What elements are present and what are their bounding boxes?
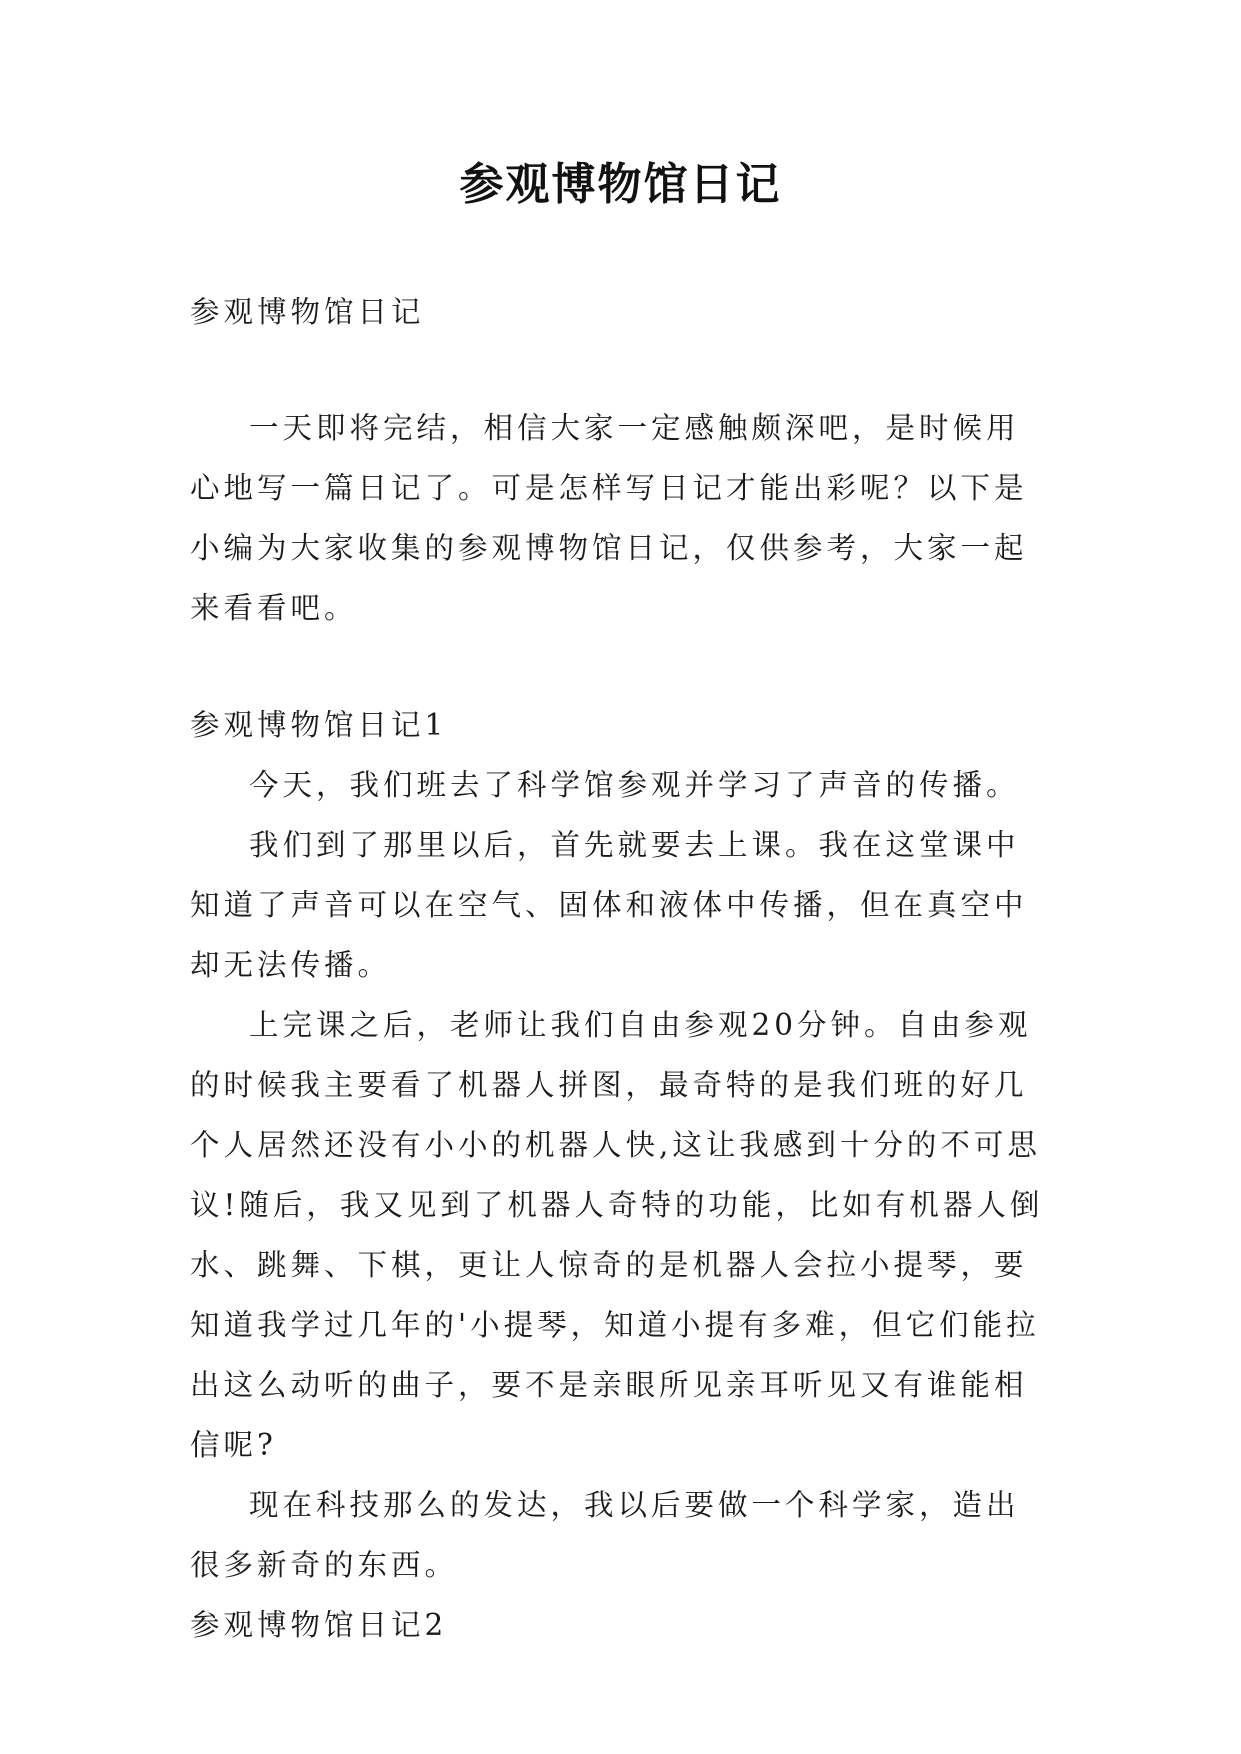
document-title: 参观博物馆日记 (459, 159, 782, 210)
section-heading-2: 参观博物馆日记2 (190, 1608, 448, 1642)
section1-paragraph: 今天，我们班去了科学馆参观并学习了声音的传播。 (249, 768, 1020, 802)
section1-paragraph: 现在科技那么的发达，我以后要做一个科学家，造出很多新奇的东西。 (190, 1488, 1020, 1582)
section-heading-1: 参观博物馆日记1 (190, 708, 448, 742)
document-subtitle: 参观博物馆日记 (190, 295, 425, 329)
intro-paragraph: 一天即将完结，相信大家一定感触颇深吧，是时候用心地写一篇日记了。可是怎样写日记才能出彩呢？以下是小编为大家收集的参观博物馆日记，仅供参考，大家一起来看看吧。 (190, 411, 1028, 625)
section1-paragraph: 我们到了那里以后，首先就要去上课。我在这堂课中知道了声音可以在空气、固体和液体中传播，但在真空中却无法传播。 (190, 828, 1028, 982)
document-body (190, 282, 1050, 1655)
section1-paragraph: 上完课之后，老师让我们自由参观20分钟。自由参观的时候我主要看了机器人拼图，最奇特的是我们班的好几个人居然还没有小小的机器人快,这让我感到十分的不可思议!随后，我又见到了机器人奇特的功能，比如有机器人倒水、跳舞、下棋，更让人惊奇的是机器人会拉小提琴，要知道我学过几年的'小提琴，知道小提有多难，但它们能拉出这么动听的曲子，要不是亲眼所见亲耳听见又有谁能相信呢? (190, 1008, 1044, 1462)
